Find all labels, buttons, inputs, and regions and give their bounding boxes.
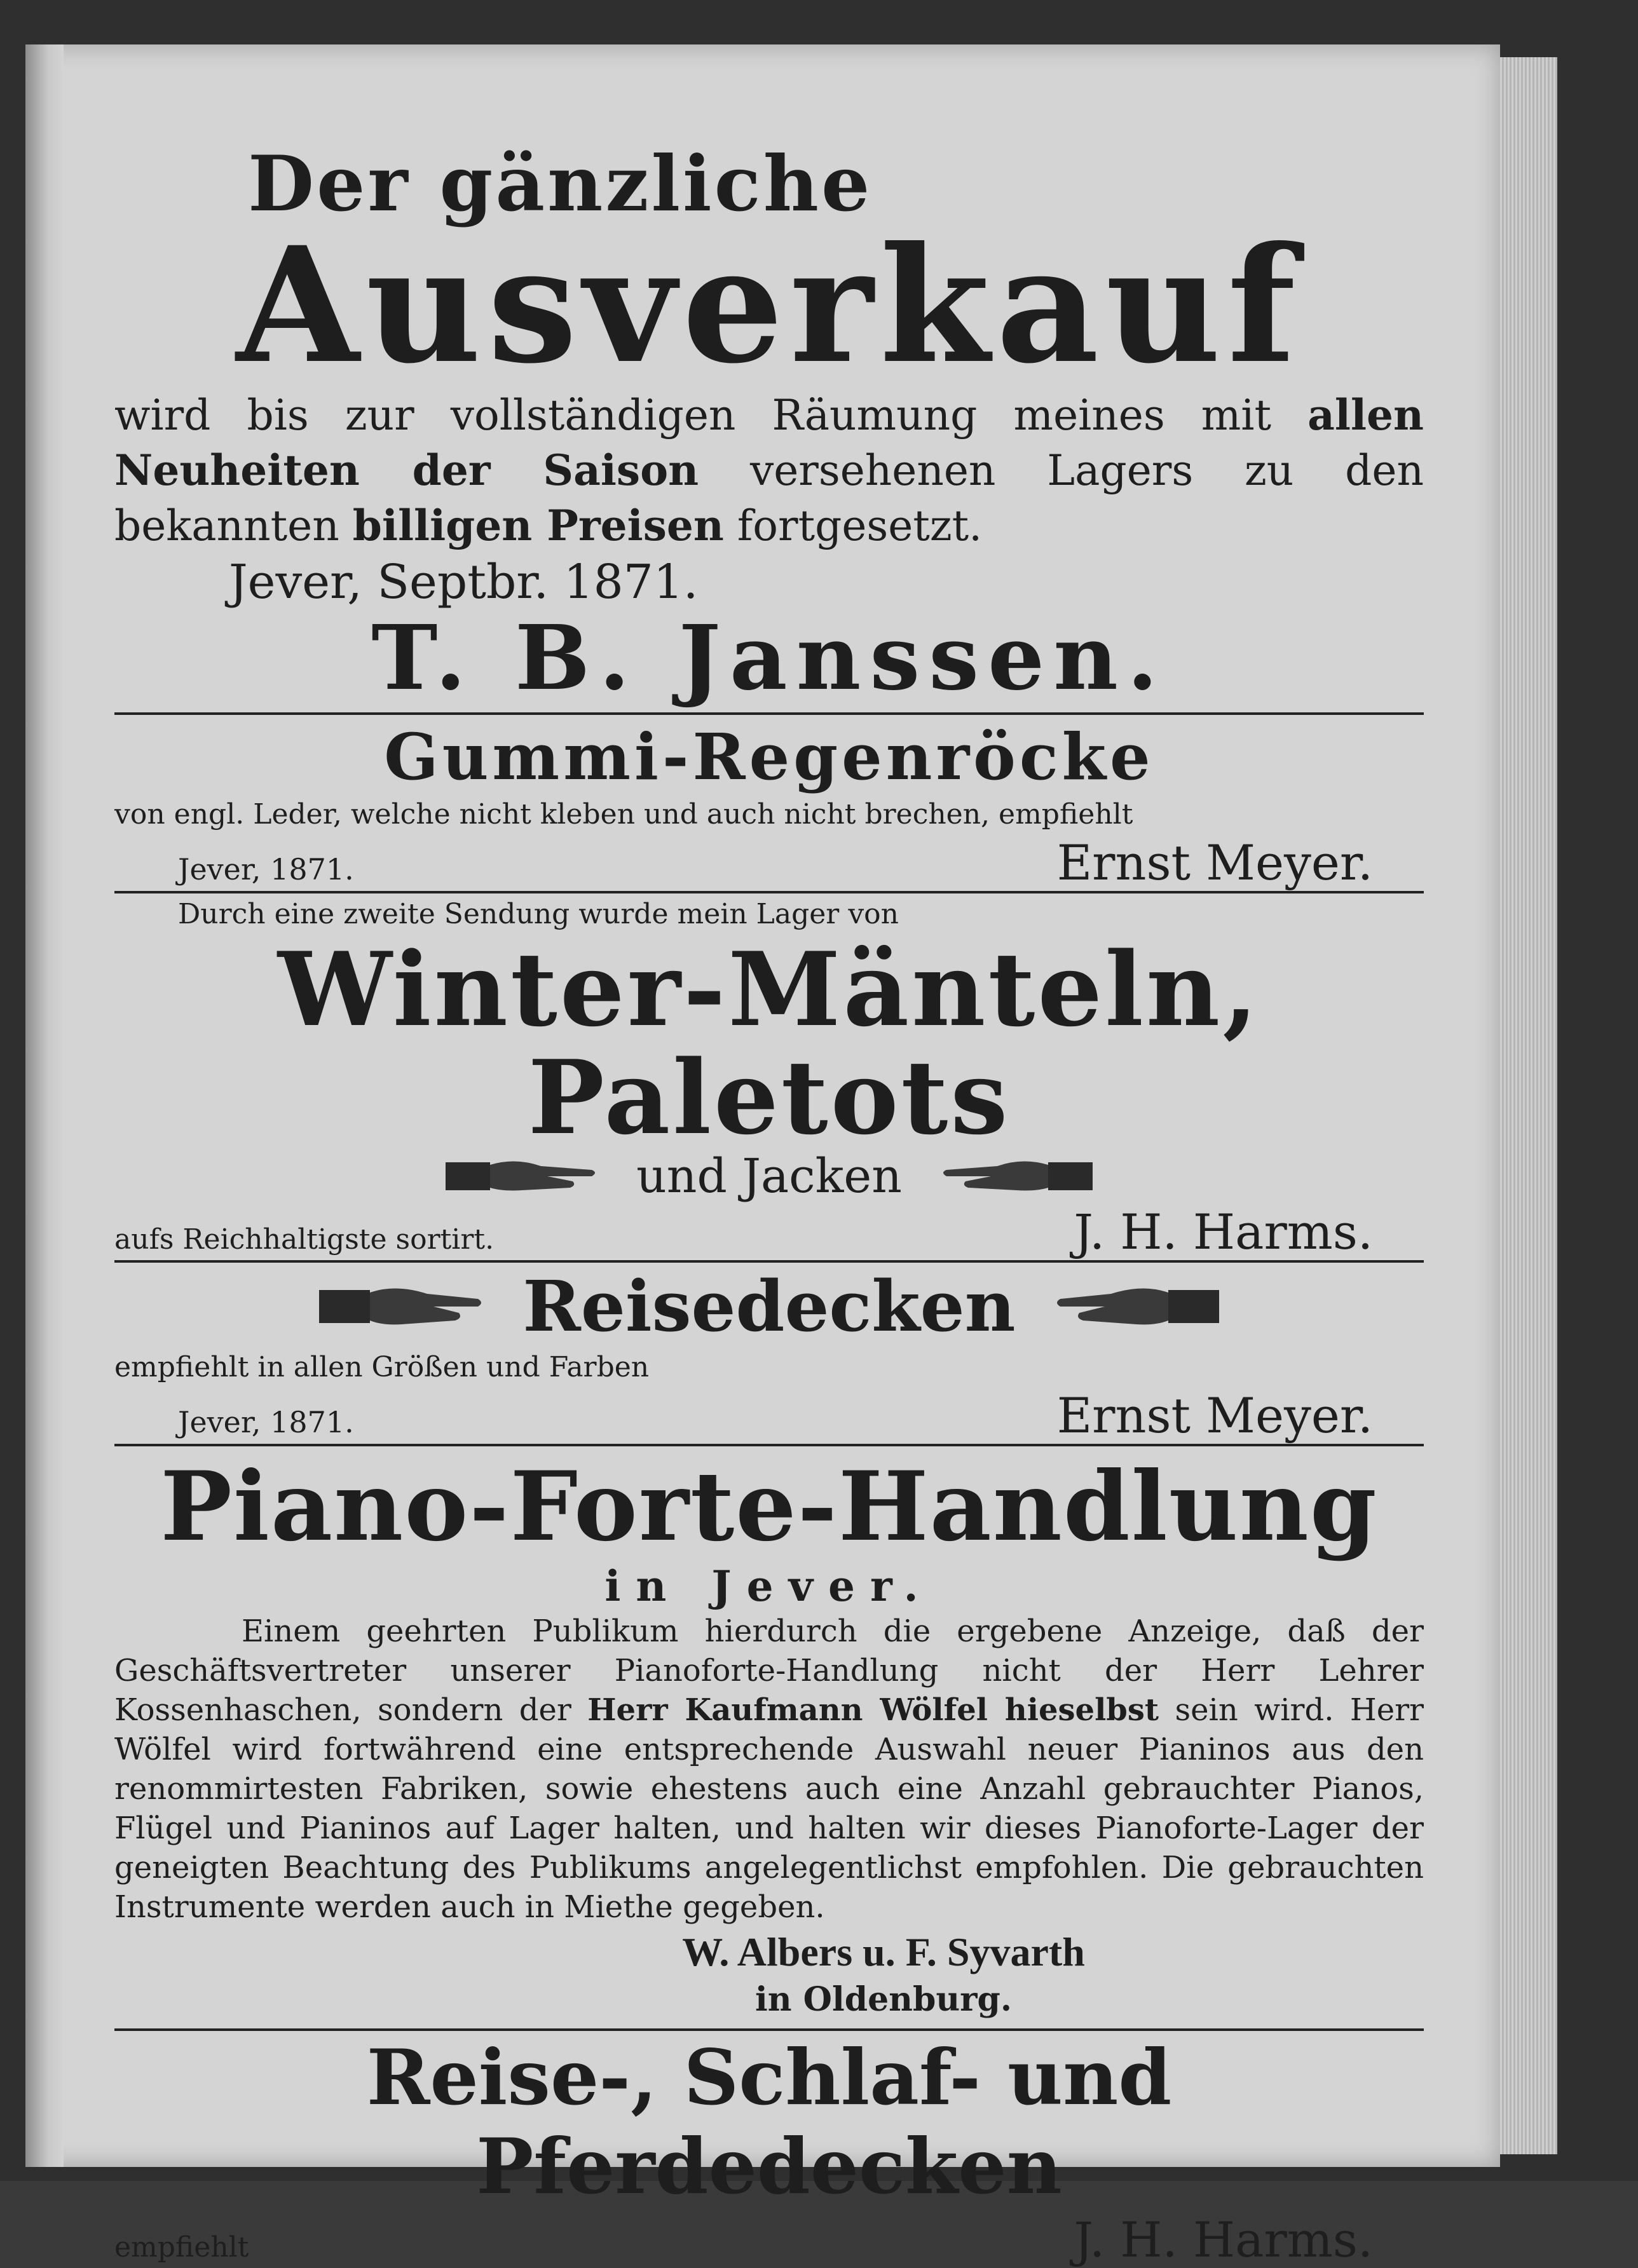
body-text: fortgesetzt. (723, 501, 983, 550)
body-text: versehenen Lagers zu den bekannten (114, 446, 1424, 550)
ad-piano-body (114, 1612, 1424, 1927)
pointing-hand-left-icon (940, 1151, 1093, 1202)
page-gutter (25, 44, 64, 2167)
ad-reisedecken-place-date: Jever, 1871. (178, 1405, 354, 1439)
ad-winter-footer: aufs Reichhaltigste sortirt. (114, 1223, 495, 1256)
ad-pferdedecken (114, 2034, 1424, 2268)
body-bold-allen: allen (1307, 390, 1424, 440)
pointing-hand-left-icon (1054, 1275, 1219, 1338)
ad-reisedecken (114, 1265, 1424, 1444)
divider-rule (114, 712, 1424, 715)
body-bold-neuheiten: Neuheiten der Saison (114, 445, 699, 495)
ad-reisedecken-signature-row (114, 1387, 1424, 1444)
ad-gummi-regenroecke (114, 719, 1424, 891)
ad-reisedecken-title: Reisedecken (522, 1265, 1016, 1347)
ad-pferdedecken-signature-row (114, 2211, 1424, 2268)
ad-piano-city: in Jever. (604, 1561, 934, 1611)
pointing-hand-right-icon (446, 1151, 598, 1202)
ad-pferdedecken-title: Reise-, Schlaf- und Pferdedecken (366, 2033, 1172, 2211)
body-text: wird bis zur vollständigen Räumung meines mit (114, 391, 1308, 440)
ad-ausverkauf-signature: T. B. Janssen. (371, 606, 1167, 710)
ad-piano-firm: W. Albers u. F. Syvarth (682, 1929, 1085, 1974)
divider-rule (114, 2028, 1424, 2031)
ad-pferdedecken-body: empfiehlt (114, 2231, 249, 2264)
headline-ausverkauf: Ausverkauf (236, 212, 1302, 398)
ad-winter-subtitle-row (114, 1149, 1424, 1204)
ad-ausverkauf (114, 139, 1424, 710)
ad-reisedecken-title-row (114, 1265, 1424, 1348)
page-content (114, 140, 1424, 2268)
ad-winter-signature-row (114, 1204, 1424, 1260)
body-bold-kaufmann: Herr Kaufmann Wölfel hieselbst (587, 1692, 1159, 1728)
ad-reisedecken-body: empfiehlt in allen Größen und Farben (114, 1351, 650, 1383)
ad-winter-signature: J. H. Harms. (1074, 1204, 1373, 1260)
ad-gummi-signature: Ernst Meyer. (1056, 834, 1373, 891)
body-text: Einem geehrten Publikum hierdurch die ergebene Anzeige, daß der Geschäftsvertreter unserer Pianoforte-Handlung nicht der Herr Lehrer Kossenhaschen, sondern der (114, 1613, 1424, 1728)
body-text: sein wird. Herr Wölfel wird fortwährend eine entsprechende Auswahl neuer Pianinos aus den renommirtesten Fabriken, sowie ehestens auch eine Anzahl gebrauchter Pianos, Flügel und Pianinos auf Lager halten, und halten wir dieses Pianoforte-Lager der geneigten Beachtung des Publikums angelegentlichst empfohlen. Die gebrauchten Instrumente werden auch in Miethe gegeben. (114, 1692, 1424, 1925)
ad-gummi-body: von engl. Leder, welche nicht kleben und auch nicht brechen, empfiehlt (114, 798, 1133, 831)
pointing-hand-right-icon (319, 1275, 484, 1338)
divider-rule (114, 1444, 1424, 1446)
ad-piano-title: Piano-Forte-Handlung (160, 1451, 1378, 1563)
ad-ausverkauf-body (114, 388, 1424, 553)
ad-reisedecken-signature: Ernst Meyer. (1056, 1387, 1373, 1444)
ad-winter-maenteln (114, 893, 1424, 1260)
ad-winter-intro: Durch eine zweite Sendung wurde mein Lager von (178, 898, 899, 930)
body-bold-preisen: billigen Preisen (352, 501, 724, 550)
ad-gummi-place-date: Jever, 1871. (178, 852, 354, 886)
ad-gummi-title: Gummi-Regenröcke (384, 719, 1154, 794)
ad-pferdedecken-signature: J. H. Harms. (1074, 2211, 1373, 2268)
ad-ausverkauf-place-date: Jever, Septbr. 1871. (229, 555, 699, 609)
newspaper-page (25, 44, 1500, 2268)
ad-gummi-signature-row (114, 834, 1424, 891)
ad-piano-firm-city: in Oldenburg. (755, 1980, 1012, 2019)
ad-winter-title: Winter-Mänteln, Paletots (277, 930, 1260, 1157)
ad-winter-subtitle: und Jacken (636, 1149, 902, 1204)
ad-piano-forte (114, 1453, 1424, 2022)
headline-der-gaenzliche: Der gänzliche (248, 139, 873, 229)
divider-rule (114, 1260, 1424, 1263)
